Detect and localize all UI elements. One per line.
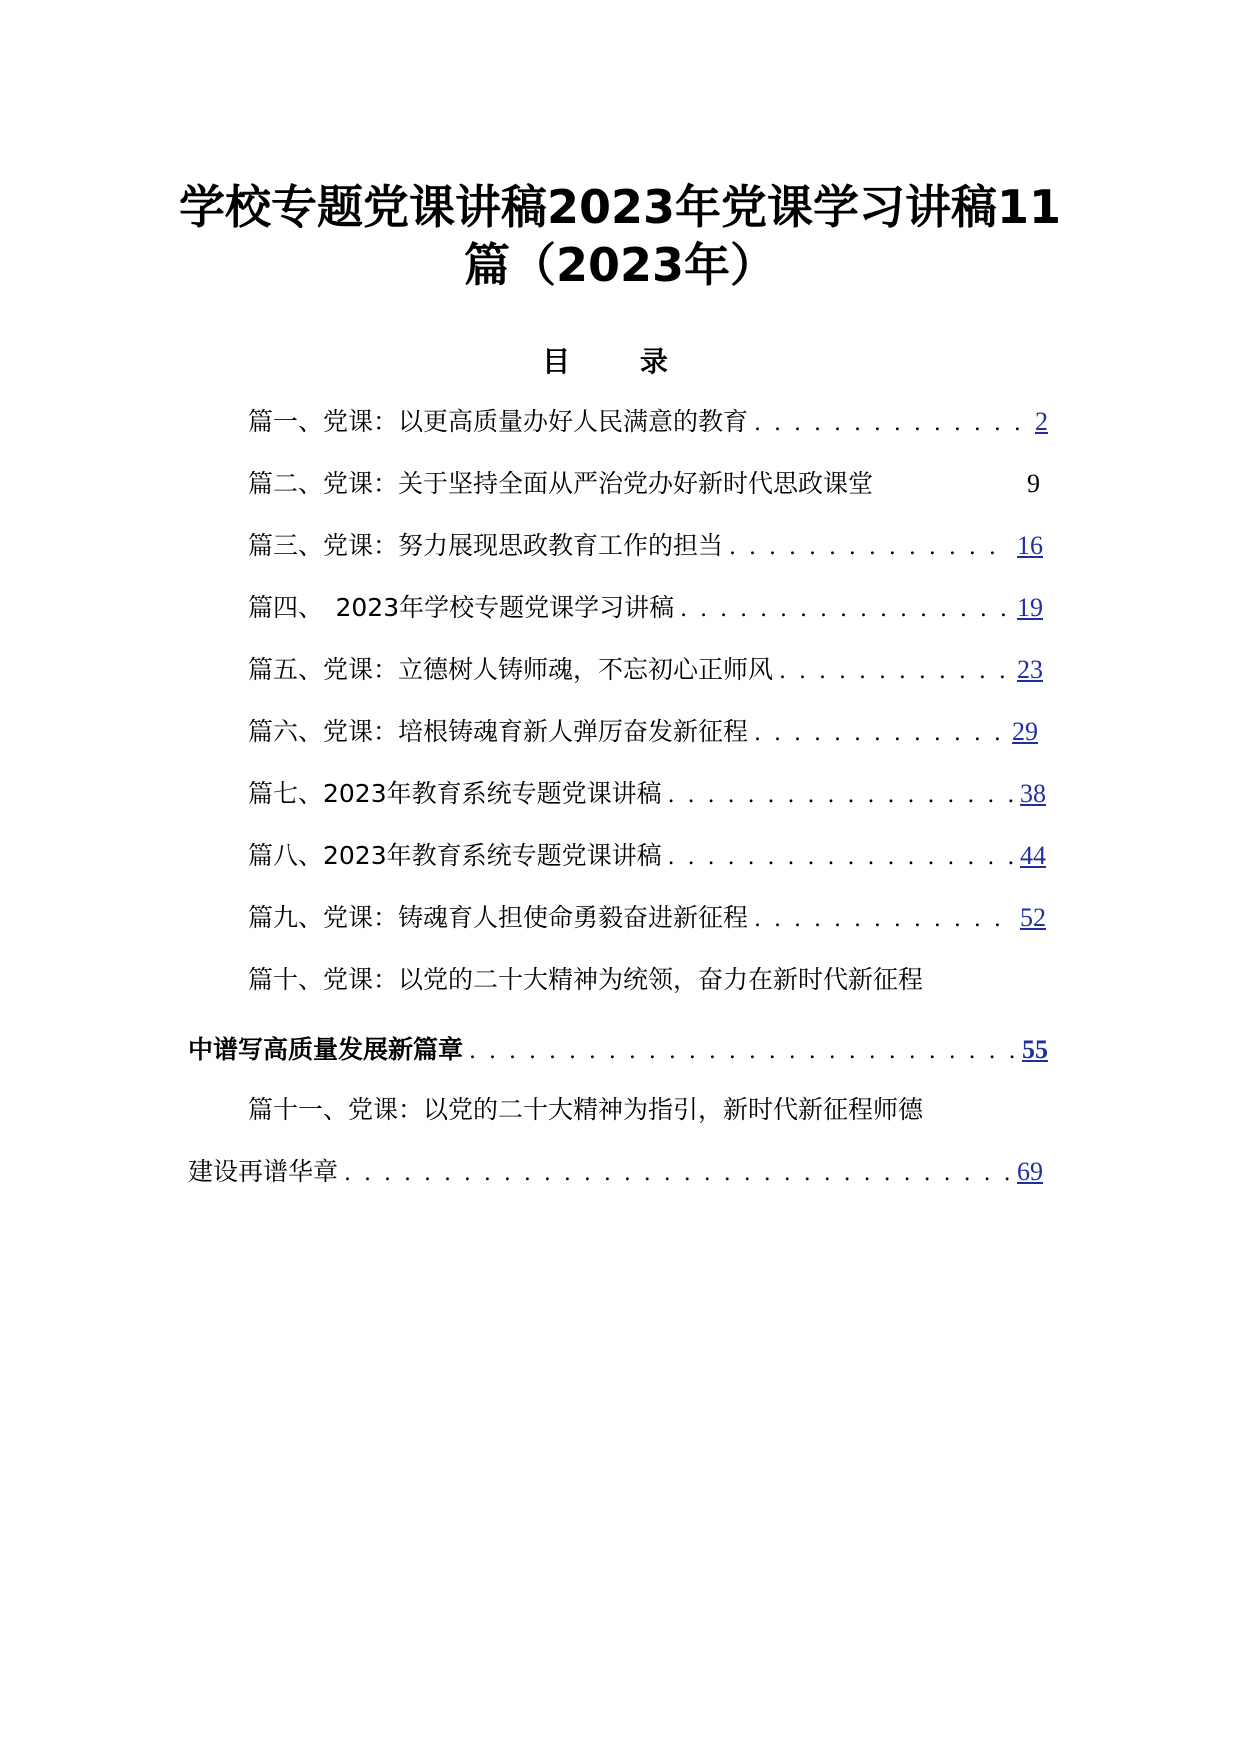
toc-entry-title: 篇五、党课：立德树人铸师魂，不忘初心正师风 [248,655,774,684]
toc-leader [779,652,1011,692]
toc-leader [754,900,1014,940]
toc-page-link[interactable]: 16 [1017,531,1043,560]
toc-entry-title: 篇四、 2023年学校专题党课学习讲稿 [248,593,675,622]
toc-entry-title: 篇九、党课：铸魂育人担使命勇毅奋进新征程 [248,903,749,932]
toc-leader [344,1154,1011,1194]
toc-page-link[interactable]: 23 [1017,655,1043,684]
toc-entry[interactable] [248,898,1046,938]
toc-entry[interactable] [248,774,1046,814]
title-line-1: 学校专题党课讲稿2023年党课学习讲稿11 [178,180,1062,234]
toc-entry-line-1[interactable] [248,1090,1048,1130]
toc-entry-title: 篇二、党课：关于坚持全面从严治党办好新时代思政课堂 [248,469,874,498]
toc-leader [680,590,1011,630]
toc-leader [469,1032,1016,1072]
toc-entry-title: 篇十、党课：以党的二十大精神为统领，奋力在新时代新征程 [248,965,924,994]
toc-page-link[interactable]: 55 [1022,1035,1048,1064]
toc-leader [668,838,1014,878]
document-title [150,178,1090,294]
toc-entry-title: 篇十一、党课：以党的二十大精神为指引，新时代新征程师德 [248,1095,924,1124]
toc-entry[interactable] [248,650,1043,690]
toc-page-link[interactable]: 29 [1012,717,1038,746]
toc-entry-title: 篇一、党课：以更高质量办好人民满意的教育 [248,407,749,436]
toc-entry-line-1[interactable] [248,960,1048,1000]
toc-heading: 目 录 [542,345,698,378]
toc-page-link[interactable]: 52 [1020,903,1046,932]
toc-page-link[interactable]: 69 [1017,1157,1043,1186]
toc-entry[interactable] [248,402,1048,442]
toc-leader [668,776,1014,816]
toc-page-link[interactable]: 44 [1020,841,1046,870]
toc-page-link[interactable]: 2 [1035,407,1048,436]
toc-entry[interactable] [248,836,1046,876]
toc-page-link[interactable]: 38 [1020,779,1046,808]
toc-entry-title: 篇三、党课：努力展现思政教育工作的担当 [248,531,724,560]
title-line-2: 篇（2023年） [463,238,777,292]
toc-entry[interactable] [248,588,1043,628]
toc-entry-line-2[interactable] [188,1030,1048,1070]
toc-entry-title: 篇六、党课：培根铸魂育新人弹厉奋发新征程 [248,717,749,746]
toc-entry[interactable] [248,526,1043,566]
toc-entry-title: 篇八、2023年教育系统专题党课讲稿 [248,841,662,870]
toc-page-link[interactable]: 19 [1017,593,1043,622]
toc-entry[interactable] [248,712,1038,752]
toc-entry-title-continued: 中谱写高质量发展新篇章 [188,1035,464,1064]
toc-leader [754,714,1006,754]
toc-leader [729,528,1011,568]
toc-page-number: 9 [1027,469,1040,498]
toc-entry[interactable] [248,464,1048,504]
toc-entry-title: 篇七、2023年教育系统专题党课讲稿 [248,779,662,808]
toc-entry-title-continued: 建设再谱华章 [188,1157,339,1186]
toc-entry-line-2[interactable] [188,1152,1043,1192]
toc-leader [754,404,1029,444]
